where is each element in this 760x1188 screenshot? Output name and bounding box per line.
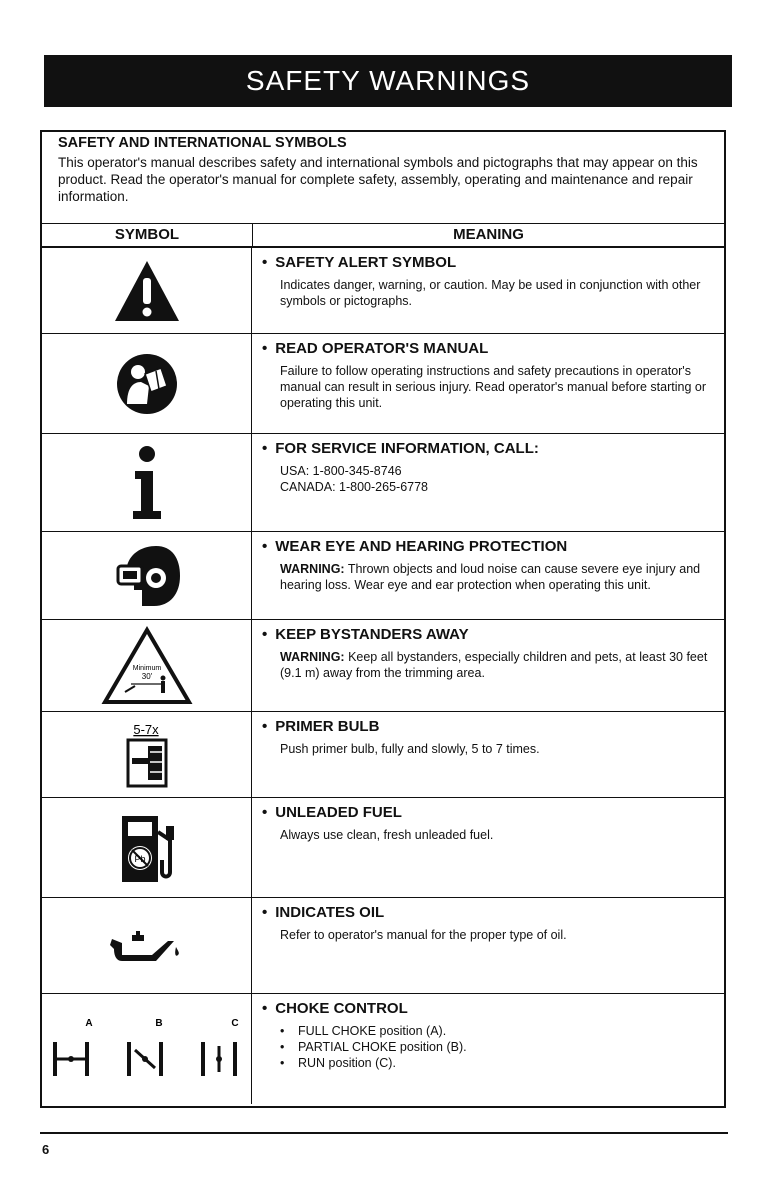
- row-title: WEAR EYE AND HEARING PROTECTION: [275, 538, 568, 555]
- table-row: [42, 798, 724, 898]
- icon-text-lead: Pb: [133, 853, 146, 864]
- eye-ear-protection-icon: [112, 544, 182, 608]
- meaning-cell: • WEAR EYE AND HEARING PROTECTION WARNING: Thrown objects and loud noise can cause severe eye injury and hearing loss. Wear eye and ear protection when operating this unit.: [262, 538, 701, 592]
- row-text: Thrown objects and loud noise can cause severe eye injury and hearing loss. Wear eye and ear protection when operating this unit.: [280, 562, 701, 592]
- page-banner: [44, 55, 732, 107]
- banner-title: SAFETY WARNINGS: [245, 65, 531, 96]
- table-row: [42, 248, 724, 334]
- phone-canada: CANADA: 1-800-265-6778: [280, 480, 428, 494]
- info-icon: [127, 445, 167, 521]
- symbol-cell: [42, 620, 252, 711]
- choke-control-icon: [49, 1012, 245, 1086]
- row-title: PRIMER BULB: [275, 718, 380, 735]
- table-header: [42, 224, 724, 248]
- row-title: UNLEADED FUEL: [275, 804, 402, 821]
- table-row: [42, 620, 724, 712]
- icon-text-minimum: Minimum: [132, 664, 161, 672]
- symbol-column-header: SYMBOL: [42, 224, 253, 246]
- row-text: Keep all bystanders, especially children and pets, at least 30 feet (9.1 m) away from the trimming area.: [280, 650, 708, 680]
- phone-usa: USA: 1-800-345-8746: [280, 464, 402, 478]
- footer-rule: [40, 1132, 728, 1134]
- row-text: Push primer bulb, fully and slowly, 5 to 7 times.: [280, 742, 540, 756]
- meaning-cell: • FOR SERVICE INFORMATION, CALL: USA: 1-800-345-8746 CANADA: 1-800-265-6778: [252, 434, 724, 531]
- choke-label-c: C: [230, 1018, 239, 1029]
- list-item: • RUN position (C).: [280, 1055, 714, 1071]
- meaning-cell: • PRIMER BULB Push primer bulb, fully and slowly, 5 to 7 times.: [252, 712, 724, 797]
- symbol-cell: [42, 334, 252, 433]
- icon-text-distance: 30': [141, 671, 152, 681]
- table-row: [42, 532, 724, 620]
- row-title: CHOKE CONTROL: [275, 1000, 408, 1017]
- row-title: SAFETY ALERT SYMBOL: [275, 254, 457, 271]
- meaning-column-header: MEANING: [453, 226, 524, 243]
- row-text: Indicates danger, warning, or caution. May be used in conjunction with other symbols or pictographs.: [280, 278, 701, 308]
- symbol-cell: [42, 798, 252, 897]
- read-manual-icon: [115, 352, 179, 416]
- symbol-cell: [42, 248, 252, 333]
- page-number: 6: [42, 1142, 50, 1157]
- primer-bulb-icon: [122, 722, 172, 788]
- symbol-cell: [42, 434, 252, 531]
- row-title: FOR SERVICE INFORMATION, CALL:: [275, 440, 539, 457]
- symbol-cell: [42, 994, 252, 1104]
- row-text: Refer to operator's manual for the proper type of oil.: [280, 928, 567, 942]
- table-row: [42, 898, 724, 994]
- choke-label-a: A: [84, 1018, 93, 1029]
- row-text: Failure to follow operating instructions and safety precautions in operator's manual can result in serious injury. Read operator's manual before starting or operating this unit.: [280, 364, 706, 410]
- table-row: [42, 434, 724, 532]
- row-text: Always use clean, fresh unleaded fuel.: [280, 828, 494, 842]
- bystanders-icon: [101, 626, 193, 706]
- list-item: • PARTIAL CHOKE position (B).: [280, 1039, 714, 1055]
- intro-section: [42, 132, 724, 224]
- row-title: KEEP BYSTANDERS AWAY: [275, 626, 469, 643]
- oil-can-icon: [108, 929, 186, 963]
- meaning-cell: • KEEP BYSTANDERS AWAY WARNING: Keep all bystanders, especially children and pets, at least 30 feet (9.1 m) away from the trimming area.: [262, 626, 708, 680]
- warning-label: WARNING:: [280, 562, 345, 576]
- symbol-cell: [42, 532, 252, 619]
- table-row: [42, 994, 724, 1104]
- meaning-cell: • UNLEADED FUEL Always use clean, fresh unleaded fuel.: [252, 798, 724, 897]
- icon-text-count: 5-7x: [132, 721, 159, 737]
- intro-text: This operator's manual describes safety and international symbols and pictographs that may appear on this product. Read the operator's manual for complete safety, assembly, operating and maintenance and repair information.: [58, 155, 698, 204]
- symbol-cell: [42, 898, 252, 993]
- safety-symbols-table: [40, 130, 726, 1108]
- meaning-cell: • READ OPERATOR'S MANUAL Failure to follow operating instructions and safety precautions in operator's manual can result in serious injury. Read operator's manual before starting or operating this unit.: [252, 334, 724, 433]
- symbol-cell: [42, 712, 252, 797]
- warning-label: WARNING:: [280, 650, 345, 664]
- table-row: [42, 334, 724, 434]
- fuel-pump-icon: [114, 810, 180, 886]
- meaning-cell: • CHOKE CONTROL • FULL CHOKE position (A). • PARTIAL CHOKE position (B). • RUN position (C).: [252, 994, 724, 1104]
- table-row: [42, 712, 724, 798]
- meaning-cell: • INDICATES OIL Refer to operator's manual for the proper type of oil.: [252, 898, 724, 993]
- meaning-cell: • SAFETY ALERT SYMBOL Indicates danger, warning, or caution. May be used in conjunction with other symbols or pictographs.: [252, 248, 724, 333]
- choke-label-b: B: [154, 1018, 163, 1029]
- choke-positions-list: [262, 1023, 714, 1071]
- safety-alert-icon: [112, 258, 182, 324]
- row-title: READ OPERATOR'S MANUAL: [275, 340, 489, 357]
- section-title: SAFETY AND INTERNATIONAL SYMBOLS: [58, 135, 347, 151]
- row-title: INDICATES OIL: [275, 904, 385, 921]
- list-item: • FULL CHOKE position (A).: [280, 1023, 714, 1039]
